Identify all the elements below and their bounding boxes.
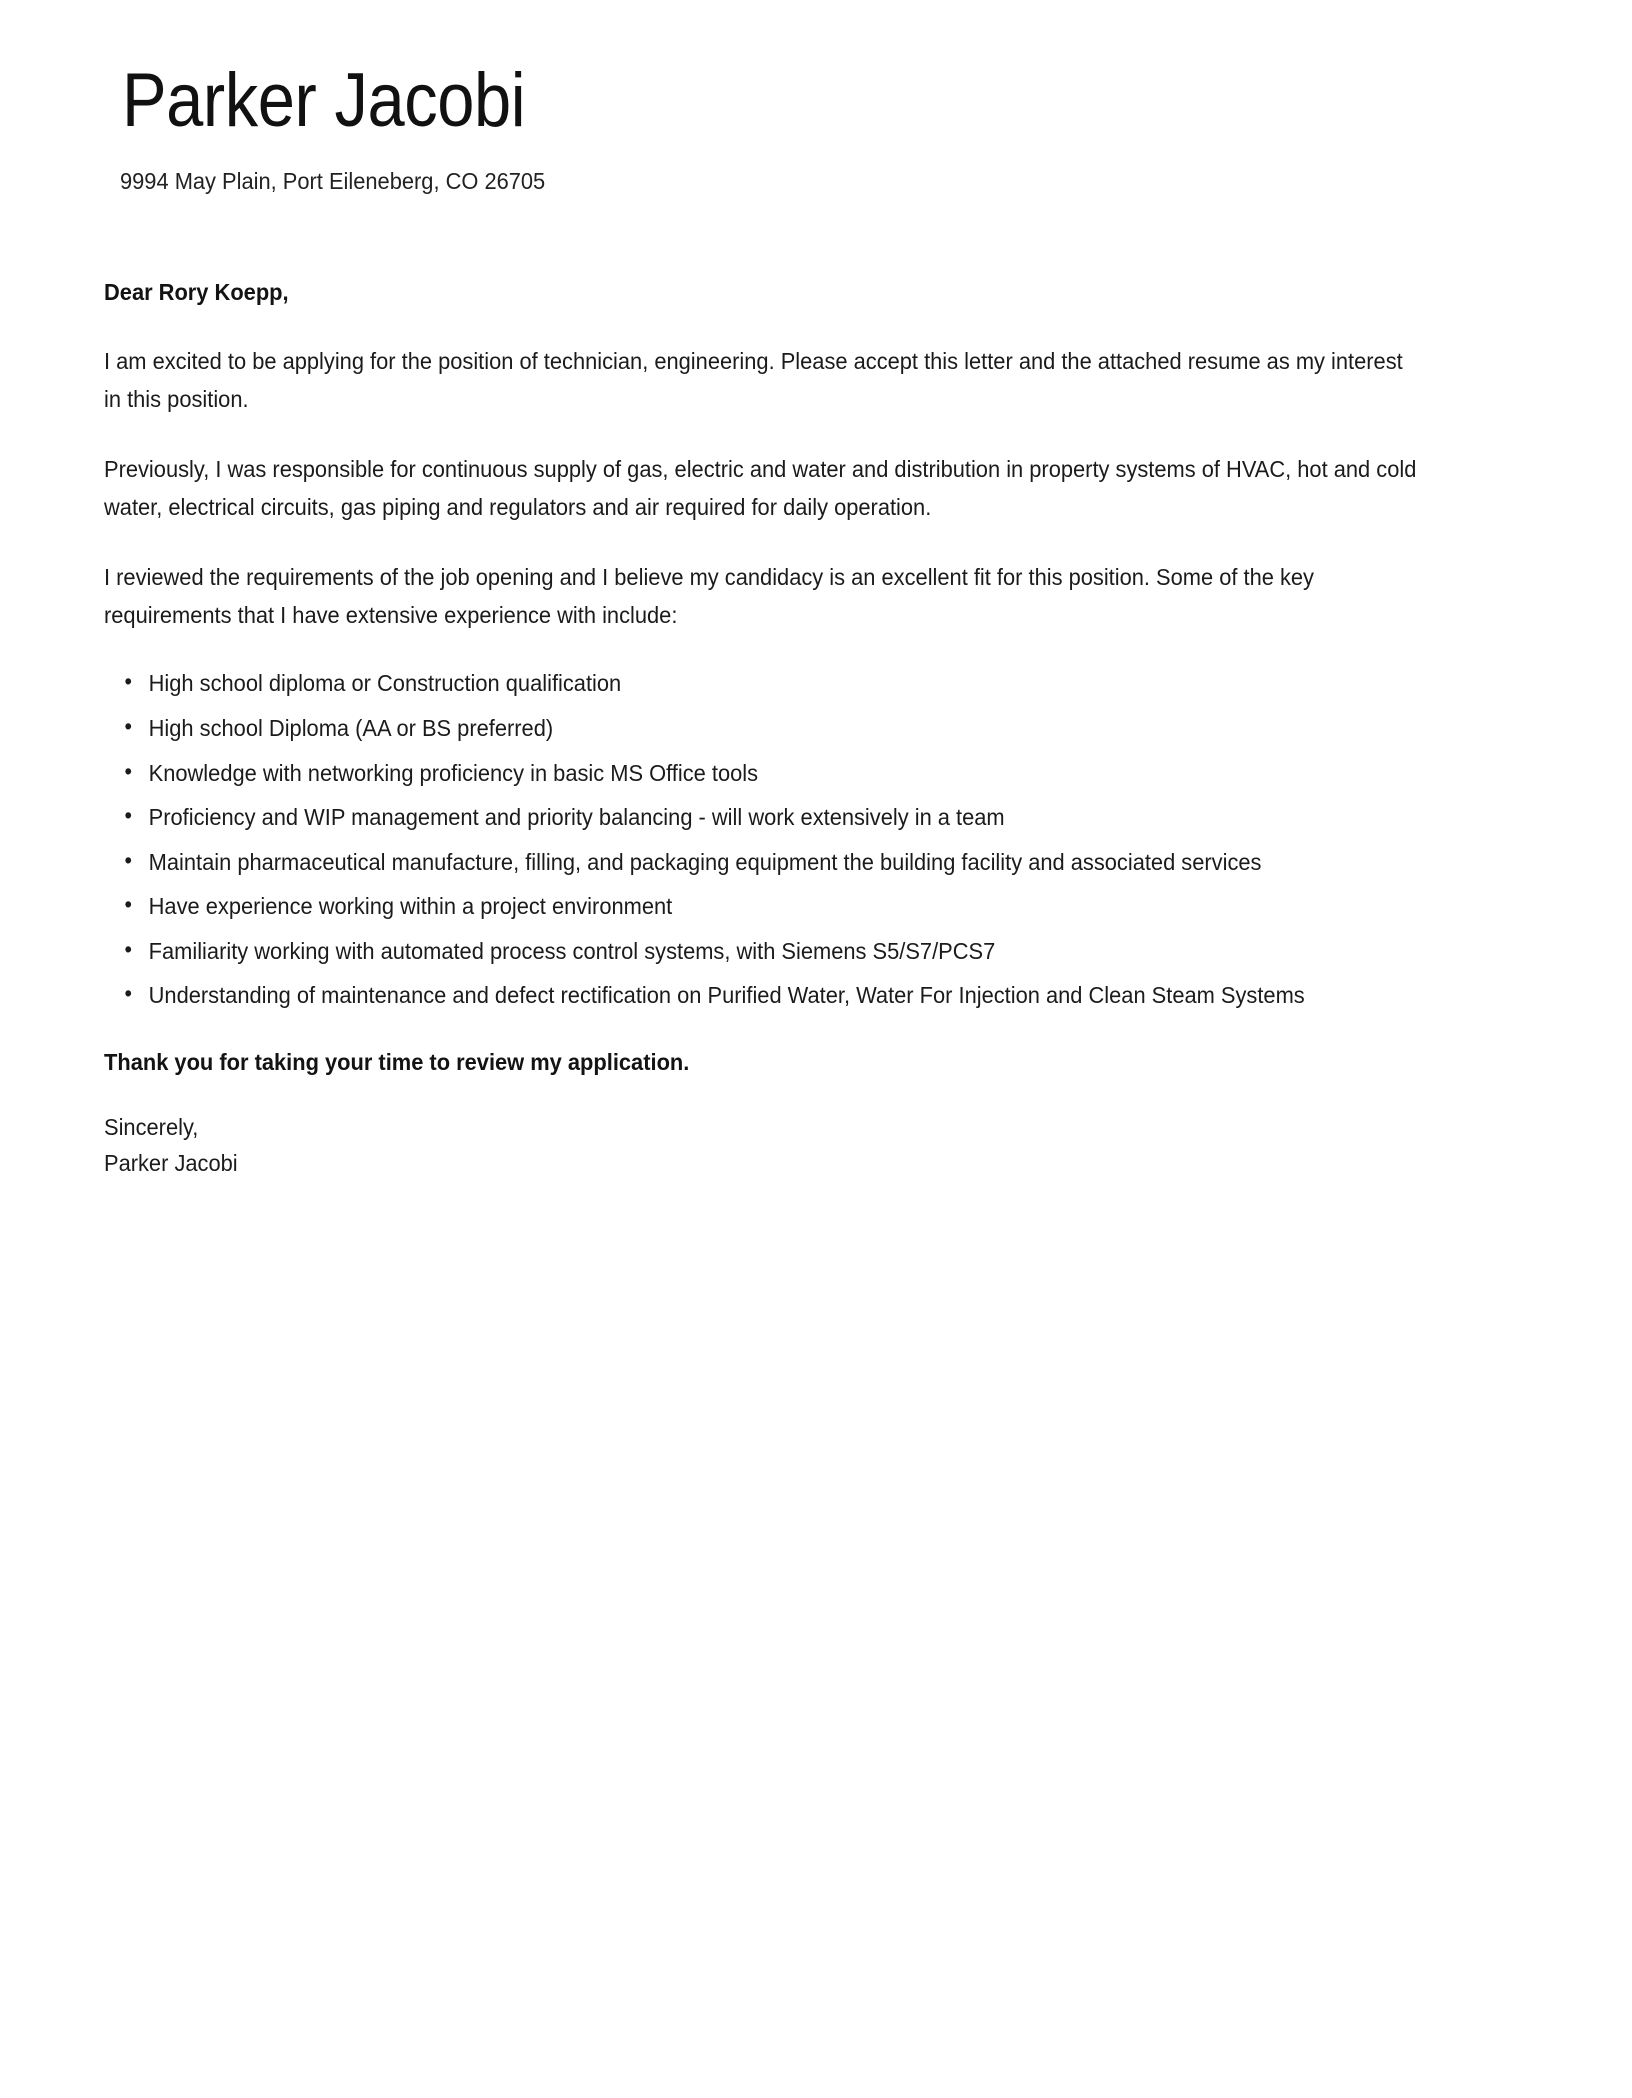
list-item: • Understanding of maintenance and defect rectification on Purified Water, Water For Injection and Clean Steam Systems <box>104 980 1420 1011</box>
closing-line: Sincerely, <box>104 1113 199 1140</box>
list-item: • Proficiency and WIP management and priority balancing - will work extensively in a team <box>104 802 1420 833</box>
list-item: • Maintain pharmaceutical manufacture, filling, and packaging equipment the building facility and associated services <box>104 847 1420 878</box>
applicant-address: 9994 May Plain, Port Eileneberg, CO 26705 <box>120 168 546 195</box>
list-item: • High school Diploma (AA or BS preferred) <box>104 713 1420 744</box>
signature-name: Parker Jacobi <box>104 1150 238 1177</box>
salutation: Dear Rory Koepp, <box>104 279 289 306</box>
experience-paragraph: Previously, I was responsible for continuous supply of gas, electric and water and distribution in property systems of HVAC, hot and cold water, electrical circuits, gas piping and regulators and air required for daily operation. <box>104 456 1417 521</box>
list-item: • Familiarity working with automated process control systems, with Siemens S5/S7/PCS7 <box>104 936 1420 967</box>
page-title: Parker Jacobi <box>122 58 526 143</box>
list-item: • Knowledge with networking proficiency in basic MS Office tools <box>104 758 1420 789</box>
list-item: • Have experience working within a project environment <box>104 891 1420 922</box>
thank-you-line: Thank you for taking your time to review my application. <box>104 1048 690 1075</box>
list-item: • High school diploma or Construction qualification <box>104 668 1420 699</box>
intro-paragraph: I am excited to be applying for the position of technician, engineering. Please accept this letter and the attached resume as my interest in this position. <box>104 348 1403 413</box>
letter-body <box>104 279 1494 1179</box>
letter-content <box>104 60 1528 1185</box>
requirements-list <box>104 668 1420 1010</box>
signature-block <box>104 1112 1397 1179</box>
requirements-intro-paragraph: I reviewed the requirements of the job opening and I believe my candidacy is an excellent fit for this position. Some of the key requirements that I have extensive experience with include: <box>104 564 1314 629</box>
